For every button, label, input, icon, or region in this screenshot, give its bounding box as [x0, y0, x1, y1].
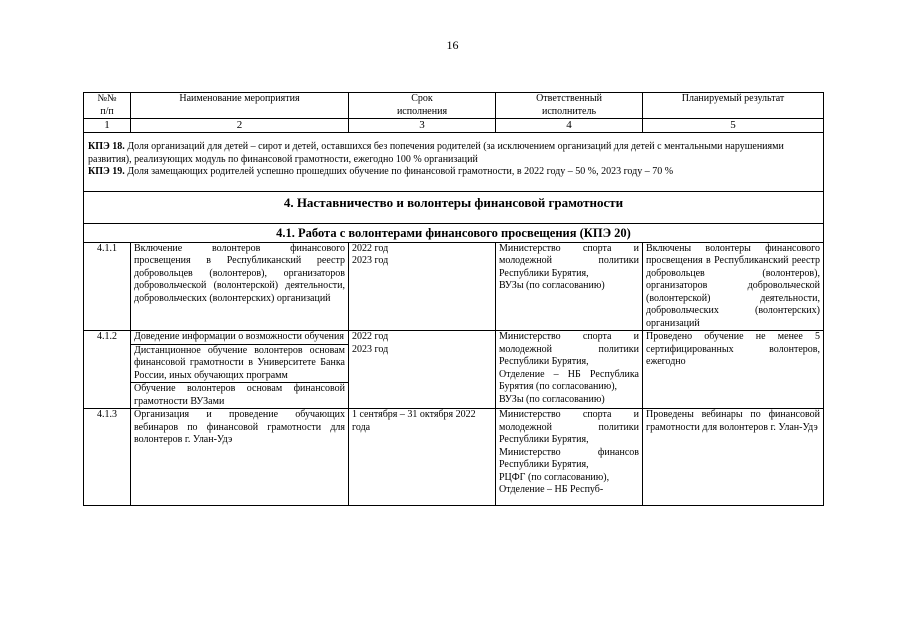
section-row — [84, 191, 824, 223]
column-number: 4 — [496, 119, 643, 133]
responsible-line: Министерство спорта и молодежной политики Республики Бурятия, — [499, 409, 639, 445]
responsible-line: ВУЗы (по согласованию) — [499, 280, 605, 291]
row-deadline — [349, 409, 496, 506]
kpe-18-label: КПЭ 18. — [88, 141, 125, 152]
row-result: Проведено обучение не менее 5 сертифицированных волонтеров, ежегодно — [643, 331, 824, 409]
deadline-line: 2022 год — [352, 242, 389, 254]
table-row — [84, 409, 824, 506]
kpe-row — [84, 133, 824, 192]
responsible-line: Министерство спорта и молодежной политики Республики Бурятия, — [499, 331, 639, 367]
header-responsible — [496, 93, 643, 119]
row-number: 4.1.2 — [84, 331, 131, 409]
header-number-line2: п/п — [100, 105, 114, 117]
deadline-line: 1 сентября – 31 октября 2022 года — [352, 409, 476, 433]
row-activity — [131, 409, 349, 506]
column-number: 5 — [643, 119, 824, 133]
activity-text: Дистанционное обучение волонтеров основам финансовой грамотности в Университете Банка России, иных обучающих программ — [131, 344, 348, 383]
activity-text: Обучение волонтеров основам финансовой грамотности ВУЗами — [131, 382, 348, 408]
row-responsible — [496, 409, 643, 506]
header-number — [84, 93, 131, 119]
header-activity: Наименование мероприятия — [131, 93, 349, 119]
row-deadline — [349, 331, 496, 409]
page-number: 16 — [446, 38, 459, 52]
kpe-cell — [84, 133, 824, 192]
table-row — [84, 242, 824, 331]
row-result: Включены волонтеры финансового просвещения в Республиканский реестр добровольцев (волонтеров), организаторов добровольческой (волонтерской) деятельности, добровольческих (волонтерских) организаций — [643, 242, 824, 331]
row-result: Проведены вебинары по финансовой грамотности для волонтеров г. Улан-Удэ — [643, 409, 824, 506]
responsible-line: Министерство финансов Республики Бурятия, — [499, 446, 639, 470]
deadline-line: 2023 год — [352, 255, 389, 266]
column-number-row — [84, 119, 824, 133]
header-number-line1: №№ — [97, 93, 117, 104]
action-plan-table — [83, 92, 824, 506]
row-responsible — [496, 331, 643, 409]
header-result: Планируемый результат — [643, 93, 824, 119]
responsible-line: ВУЗы (по согласованию) — [499, 393, 605, 405]
subsection-row — [84, 223, 824, 242]
table-row — [84, 331, 824, 409]
header-deadline-line1: Срок — [411, 93, 433, 104]
subsection-title: 4.1. Работа с волонтерами финансового просвещения (КПЭ 20) — [84, 223, 824, 242]
header-responsible-line2: исполнитель — [541, 105, 597, 117]
row-activity — [131, 331, 349, 409]
row-responsible — [496, 242, 643, 331]
header-responsible-line1: Ответственный — [536, 93, 602, 104]
activity-text: Доведение информации о возможности обучения — [134, 331, 344, 342]
responsible-line: Отделение – НБ Республика Бурятия (по согласованию), — [499, 368, 639, 392]
responsible-line: РЦФГ (по согласованию), — [499, 471, 610, 483]
header-deadline-line2: исполнения — [396, 105, 448, 117]
kpe-18-text: Доля организаций для детей – сирот и детей, оставшихся без попечения родителей (за исключением организаций для детей с ментальными нарушениями развития), реализующих модуль по финансовой грамотности, ежегодно 100 % организаций — [88, 141, 784, 165]
section-title: 4. Наставничество и волонтеры финансовой грамотности — [84, 191, 824, 223]
row-number: 4.1.3 — [84, 409, 131, 506]
responsible-line: Министерство спорта и молодежной политики Республики Бурятия, — [499, 242, 639, 279]
deadline-line: 2022 год — [352, 331, 389, 342]
column-number: 2 — [131, 119, 349, 133]
deadline-line: 2023 год — [352, 343, 389, 355]
row-activity — [131, 242, 349, 331]
responsible-line: Отделение – НБ Респуб- — [499, 484, 604, 495]
kpe-19 — [88, 166, 819, 179]
activity-text: Включение волонтеров финансового просвещения в Республиканский реестр добровольцев (волонтеров), организаторов добровольческой (волонтерской) деятельности, добровольческих (волонтерских) организаций — [134, 242, 345, 304]
table-header-row — [84, 93, 824, 119]
column-number: 1 — [84, 119, 131, 133]
row-deadline — [349, 242, 496, 331]
kpe-18 — [88, 141, 819, 166]
row-number: 4.1.1 — [84, 242, 131, 331]
kpe-19-label: КПЭ 19. — [88, 166, 125, 177]
header-deadline — [349, 93, 496, 119]
column-number: 3 — [349, 119, 496, 133]
kpe-19-text: Доля замещающих родителей успешно прошедших обучение по финансовой грамотности, в 2022 году – 50 %, 2023 году – 70 % — [124, 166, 674, 177]
activity-text: Организация и проведение обучающих вебинаров по финансовой грамотности для волонтеров г. Улан-Удэ — [134, 409, 345, 445]
